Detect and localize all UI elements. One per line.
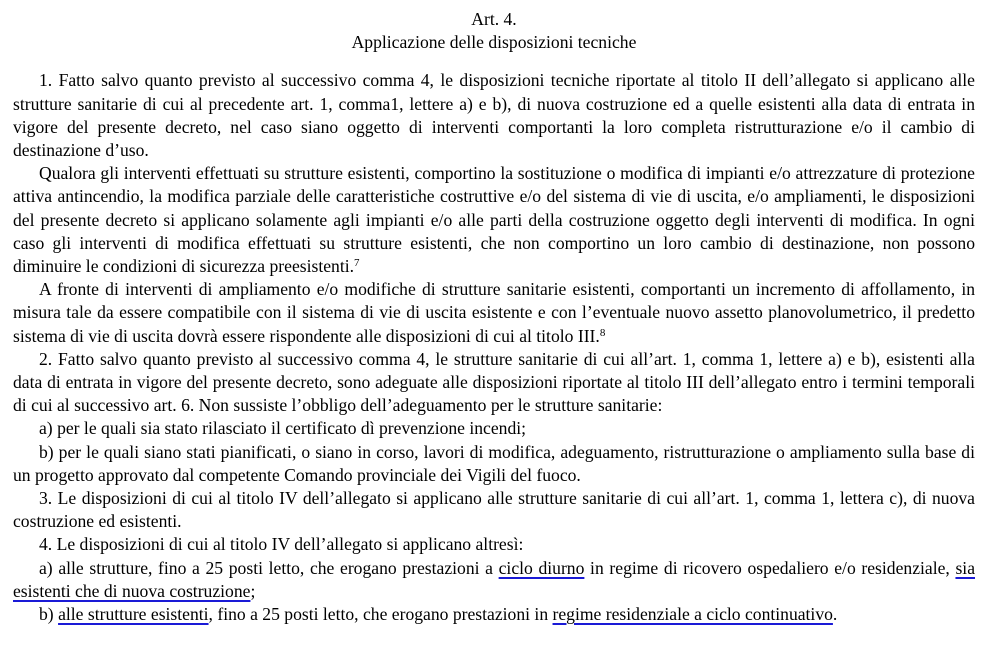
article-number: Art. 4.	[471, 9, 517, 29]
paragraph-text: 1. Fatto salvo quanto previsto al successivo comma 4, le disposizioni tecniche riportate al titolo II dell’allegato si applicano alle strutture sanitarie di cui al precedente art. 1, comma1, lettere a) e b), di nuova costruzione ed a quelle esistenti alla data di entrata in vigore del presente decreto, nel caso siano oggetto di interventi comportanti la loro completa ristrutturazione e/o il cambio di destinazione d’uso.	[13, 70, 975, 161]
paragraph-text: b) per le quali siano stati pianificati, o siano in corso, lavori di modifica, adeguamento, ristrutturazione o ampliamento sulla base di un progetto approvato dal competente Comando provinciale dei Vigili del fuoco.	[13, 441, 975, 485]
paragraph	[13, 487, 975, 533]
footnote-marker: 8	[599, 326, 606, 339]
paragraph-text: in regime di ricovero ospedaliero e/o residenziale,	[584, 557, 956, 578]
underlined-text: ciclo diurno	[498, 557, 585, 578]
paragraph	[13, 533, 975, 556]
paragraph	[13, 278, 975, 348]
article-body	[13, 69, 975, 626]
underlined-text: sia esistenti che di nuova costruzione	[13, 557, 975, 601]
paragraph-text: 4. Le disposizioni di cui al titolo IV dell’allegato si applicano altresì:	[39, 534, 524, 555]
paragraph	[13, 441, 975, 487]
underlined-text: alle strutture esistenti	[58, 604, 209, 625]
underlined-text: regime residenziale a ciclo continuativo	[552, 604, 833, 625]
paragraph	[13, 557, 975, 603]
paragraph-text: b)	[39, 604, 59, 625]
paragraph-text: 3. Le disposizioni di cui al titolo IV dell’allegato si applicano alle strutture sanitarie di cui all’art. 1, comma 1, lettera c), di nuova costruzione ed esistenti.	[13, 488, 975, 532]
paragraph	[13, 69, 975, 162]
paragraph-text: .	[832, 604, 838, 625]
paragraph-text: 2. Fatto salvo quanto previsto al successivo comma 4, le strutture sanitarie di cui all’art. 1, comma 1, lettere a) e b), esistenti alla data di entrata in vigore del presente decreto, sono adeguate alle disposizioni riportate al titolo III dell’allegato entro i termini temporali di cui al successivo art. 6. Non sussiste l’obbligo dell’adeguamento per le strutture sanitarie:	[13, 348, 975, 416]
footnote-marker: 7	[354, 257, 360, 270]
paragraph-text: , fino a 25 posti letto, che erogano prestazioni in	[208, 604, 553, 625]
paragraph-text: ;	[250, 580, 256, 601]
paragraph	[13, 603, 975, 626]
paragraph	[13, 348, 975, 418]
article-title: Applicazione delle disposizioni tecniche	[351, 32, 637, 53]
paragraph-text: a) per le quali sia stato rilasciato il certificato dì prevenzione incendi;	[39, 418, 527, 439]
paragraph-text: a) alle strutture, fino a 25 posti letto, che erogano prestazioni a	[39, 557, 499, 578]
paragraph	[13, 162, 975, 278]
paragraph-text: A fronte di interventi di ampliamento e/o modifiche di strutture sanitarie esistenti, comportanti un incremento di affollamento, in misura tale da essere compatibile con il sistema di vie di uscita esistente e con l’eventuale nuovo assetto planovolumetrico, il predetto sistema di vie di uscita dovrà essere rispondente alle disposizioni di cui al titolo III.	[13, 279, 975, 346]
paragraph-text: Qualora gli interventi effettuati su strutture esistenti, comportino la sostituzione o modifica di impianti e/o attrezzature di protezione attiva antincendio, la modifica parziale delle caratteristiche costruttive e/o del sistema di vie di uscita, e/o ampliamenti, le disposizioni del presente decreto si applicano solamente agli impianti e/o alle parti della costruzione oggetto degli interventi di modifica. In ogni caso gli interventi di modifica effettuati su strutture esistenti, che non comportino un loro cambio di destinazione, non possono diminuire le condizioni di sicurezza preesistenti.	[13, 163, 975, 277]
paragraph	[13, 417, 975, 440]
document	[13, 0, 975, 626]
